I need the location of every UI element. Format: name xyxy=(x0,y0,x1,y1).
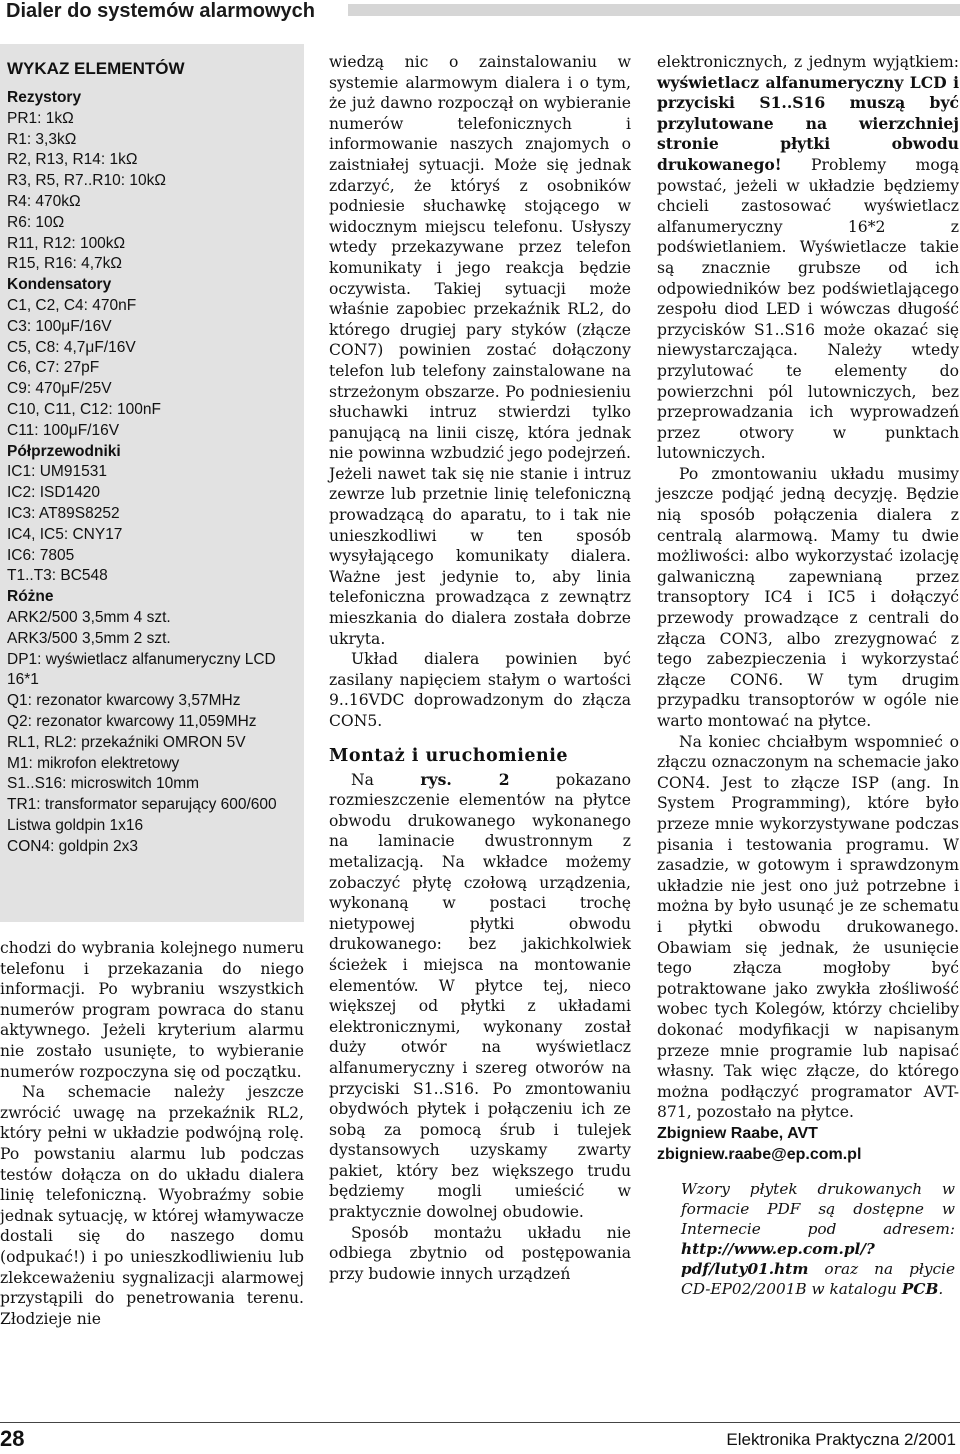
parts-list-title: WYKAZ ELEMENTÓW xyxy=(7,59,185,78)
parts-list-item: C5, C8: 4,7μF/16V xyxy=(7,338,136,356)
column-1 xyxy=(0,938,304,1329)
parts-list-item: ARK2/500 3,5mm 4 szt. xyxy=(7,608,171,626)
parts-list-item: C1, C2, C4: 470nF xyxy=(7,296,137,314)
parts-list-item: TR1: transformator separujący 600/600 xyxy=(7,796,277,814)
parts-list-item: R11, R12: 100kΩ xyxy=(7,234,126,252)
parts-list-item: R6: 10Ω xyxy=(7,213,65,231)
section-heading: Montaż i uruchomienie xyxy=(329,745,568,766)
parts-list-item: IC2: ISD1420 xyxy=(7,484,101,502)
download-note xyxy=(657,1179,959,1299)
column-2 xyxy=(329,52,631,1284)
parts-category-heading: Półprzewodniki xyxy=(7,442,121,460)
parts-list-item: S1..S16: microswitch 10mm xyxy=(7,775,200,793)
paragraph: Po zmontowaniu układu musimy jeszcze podjąć jedną decyzję. Będzie nią sposób połączenia dialera z centralą alarmową. Mamy tu dwie możliwości: albo wykorzystać izolację galwaniczną zapewnianą przez transoptory IC4 i IC5 i dołączyć przewody prowadzące z centrali do złącza CON3, albo zrezygnować z tego zabezpieczenia i wykorzystać złącze CON6. W tym drugim przypadku transoptorów w ogóle nie warto montować na płytce. xyxy=(657,464,959,730)
footer-rule xyxy=(0,1422,960,1423)
parts-list-item: IC1: UM91531 xyxy=(7,463,107,481)
parts-category-heading: Kondensatory xyxy=(7,276,112,294)
parts-list-items xyxy=(7,88,301,857)
parts-list-item: IC4, IC5: CNY17 xyxy=(7,525,123,543)
paragraph xyxy=(329,770,631,1223)
text: . xyxy=(938,1279,944,1298)
text: oraz na płycie CD-EP02/2001B w katalogu xyxy=(681,1259,955,1298)
parts-list-item: T1..T3: BC548 xyxy=(7,567,108,585)
parts-list-item: CON4: goldpin 2x3 xyxy=(7,837,138,855)
parts-list-item: C11: 100μF/16V xyxy=(7,421,120,439)
parts-list-item: IC3: AT89S8252 xyxy=(7,504,120,522)
text: elektronicznych, z jednym wyjątkiem: xyxy=(657,53,959,71)
parts-list-item: C6, C7: 27pF xyxy=(7,359,100,377)
text: Na xyxy=(351,770,421,789)
parts-list-item: DP1: wyświetlacz alfanumeryczny LCD 16*1 xyxy=(7,650,276,689)
paragraph: chodzi do wybrania kolejnego numeru telefonu i przekazania do niego informacji. Po wybraniu wszystkich numerów program powraca do stanu aktywnego. Jeżeli kryterium alarmu nie zostało usunięte, to wybieranie numerów rozpoczyna się od początku. xyxy=(0,939,304,1081)
parts-list-item: Q2: rezonator kwarcowy 11,059MHz xyxy=(7,712,257,730)
parts-list-item: C3: 100μF/16V xyxy=(7,317,112,335)
parts-list-item: Q1: rezonator kwarcowy 3,57MHz xyxy=(7,692,241,710)
header-title: Dialer do systemów alarmowych xyxy=(6,0,316,22)
parts-list-item: PR1: 1kΩ xyxy=(7,109,74,127)
parts-list-item: IC6: 7805 xyxy=(7,546,75,564)
paragraph: wiedzą nic o zainstalowaniu w systemie alarmowym dialera i o tym, że już dawno rozpoczął on wybieranie numerów telefonicznych i informowanie naszych znajomych o zaistniałej sytuacji. Może się jednak zdarzyć, że któryś z osobników podniesie słuchawkę stojącego w widocznym miejscu telefonu. Usłyszy wtedy przekazywane przez telefon komunikaty i jego reakcja będzie oczywista. Takiej sytuacji może właśnie zapobiec przekaźnik RL2, do którego drugiej pary styków (złącze CON7) powinien zostać dołączony telefon lub telefony zainstalowane na strzeżonym obszarze. Po podniesieniu słuchawki intruz stwierdzi tylko panującą na linii ciszę, która jednak nie powinna wzbudzić jego podejrzeń. Jeżeli nawet tak się nie stanie i intruz zewrze lub przetnie linię telefoniczną prowadzącą do aparatu, to i tak nie unieszkodliwi w ten sposób wysyłającego komunikaty dialera. Ważne jest jedynie to, aby linia telefoniczna prowadząca z zewnątrz mieszkania do dialera została dobrze ukryta. xyxy=(329,53,631,648)
parts-list-item: R1: 3,3kΩ xyxy=(7,130,77,148)
parts-list-item: R3, R5, R7..R10: 10kΩ xyxy=(7,172,166,190)
parts-list-item: R4: 470kΩ xyxy=(7,192,81,210)
paragraph: Na koniec chciałbym wspomnieć o złączu oznaczonym na schemacie jako CON4. Jest to złącze ISP (ang. In System Programming), które było przeze mnie wykorzystywane podczas pisania i testowania programu. W zasadzie, w gotowym i sprawdzonym układzie nie jest ono już potrzebne i można by było usunąć je ze schematu i płytki obwodu drukowanego. Obawiam się jednak, że usunięcie tego złącza mogłoby być potraktowane jako zwykła złośliwość wobec tych Kolegów, którzy chcieliby dokonać modyfikacji w napisanym przeze mnie programie lub napisać własny. Tak więc złącze, do którego można podłączyć programator AVT-871, pozostało na płytce. xyxy=(657,732,959,1122)
parts-category-heading: Rezystory xyxy=(7,89,82,106)
download-link[interactable]: http://www.ep.com.pl/?pdf/luty01.htm xyxy=(681,1239,875,1278)
text: pokazano rozmieszczenie elementów na płytce obwodu drukowanego wykonanego na laminacie dwustronnym z metalizacją. Na wkładce możemy zobaczyć płytę czołową urządzenia, wykonaną w postaci trochę nietypowej płytki obwodu drukowanego: bez jakichkolwiek ścieżek i miejsca na montowanie elementów. W płytce tej, nieco większej od płytki z układami elektronicznymi, wykonany został duży otwór na wyświetlacz alfanumeryczny i szereg otworów na przyciski S1..S16. Po zmontowaniu obydwóch płytek i połączeniu ich ze sobą za pomocą śrub i tulejek dystansowych uzyskamy zwarty pakiet, który bez większego trudu będziemy mogli umieścić w praktycznie dowolnej obudowie. xyxy=(329,770,631,1222)
text: Problemy mogą powstać, jeżeli w układzie będziemy chcieli zastosować wyświetlacz alfanumeryczny 16*2 z podświetlaniem. Wyświetlacze takie są znacznie grubsze od ich odpowiedników bez podświetlającego zespołu diod LED i wówczas długość przycisków S1..S16 może okazać się niewystarczająca. Należy wtedy przylutować te elementy do powierzchni pól lutowniczych, bez przeprowadzania ich wyprowadzeń przez otwory w punktach lutowniczych. xyxy=(657,155,959,463)
parts-list-item: C9: 470μF/25V xyxy=(7,380,112,398)
catalog-name: PCB xyxy=(901,1279,939,1298)
column-3 xyxy=(657,52,959,1299)
parts-list-item: C10, C11, C12: 100nF xyxy=(7,400,161,418)
paragraph: Układ dialera powinien być zasilany napięciem stałym o wartości 9..16VDC doprowadzonym do złącza CON5. xyxy=(329,650,631,730)
paragraph xyxy=(657,52,959,464)
parts-list xyxy=(7,58,301,857)
author-name: Zbigniew Raabe, AVT xyxy=(657,1124,818,1142)
parts-list-item: R2, R13, R14: 1kΩ xyxy=(7,151,138,169)
parts-list-item: M1: mikrofon elektretowy xyxy=(7,754,180,772)
text: Wzory płytek drukowanych w formacie PDF są dostępne w Internecie pod adresem: xyxy=(681,1179,955,1238)
parts-list-item: RL1, RL2: przekaźniki OMRON 5V xyxy=(7,733,246,751)
author-email[interactable]: zbigniew.raabe@ep.com.pl xyxy=(657,1145,862,1163)
emphasis-text: wyświetlacz alfanumeryczny LCD i przyciski S1..S16 muszą być przylutowane na wierzchniej stronie płytki obwodu drukowanego! xyxy=(657,72,959,174)
parts-list-item: ARK3/500 3,5mm 2 szt. xyxy=(7,629,171,647)
page-number: 28 xyxy=(0,1426,25,1451)
paragraph: Sposób montażu układu nie odbiega zbytnio od postępowania przy budowie innych urządzeń xyxy=(329,1223,631,1283)
figure-reference: rys. 2 xyxy=(420,769,510,789)
parts-category-heading: Różne xyxy=(7,588,54,606)
parts-list-item: R15, R16: 4,7kΩ xyxy=(7,255,122,273)
parts-list-box xyxy=(0,44,304,922)
magazine-name: Elektronika Praktyczna 2/2001 xyxy=(726,1430,956,1449)
paragraph: Na schemacie należy jeszcze zwrócić uwagę na przekaźnik RL2, który pełni w układzie podwójną rolę. Po powstaniu alarmu lub podczas testów dołącza on do układu dialera linię telefoniczną. Wyobraźmy sobie jednak sytuację, w której włamywacze dostali się do naszego domu (odpukać!) i po unieszkodliwieniu lub zlekceważeniu sygnalizacji alarmowej przystąpili do penetrowania terenu. Złodzieje nie xyxy=(0,1083,304,1328)
header-bar xyxy=(348,4,960,16)
parts-list-item: Listwa goldpin 1x16 xyxy=(7,816,144,834)
